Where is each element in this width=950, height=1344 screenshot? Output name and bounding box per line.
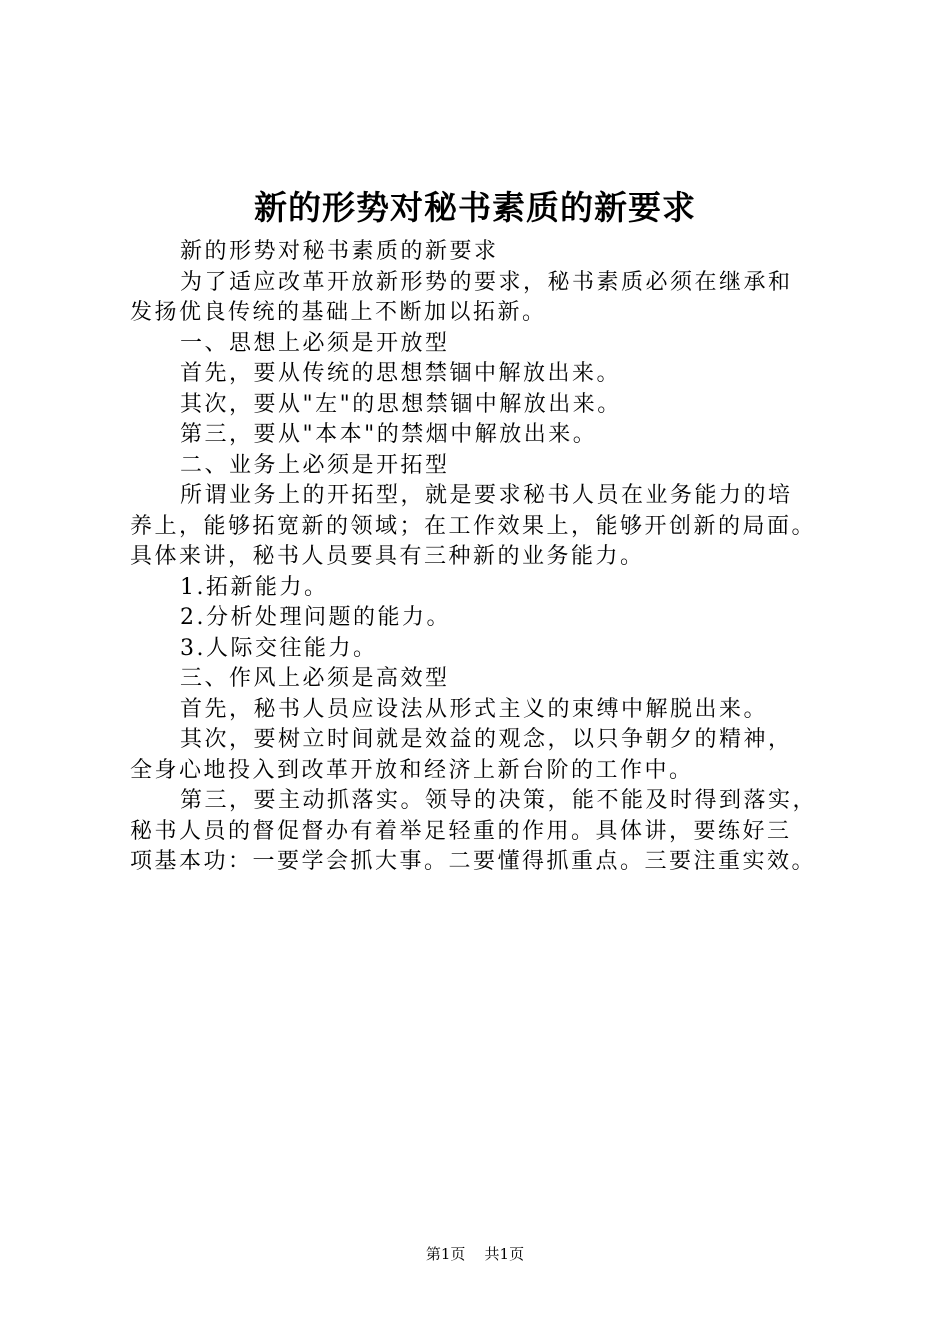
document-title: 新的形势对秘书素质的新要求 xyxy=(254,188,696,227)
page-footer xyxy=(0,1244,950,1264)
body-paragraph xyxy=(130,786,855,878)
body-paragraph xyxy=(130,573,855,604)
paragraph-line: 所谓业务上的开拓型，就是要求秘书人员在业务能力的培 xyxy=(180,483,793,508)
paragraph-line: 其次，要从"左"的思想禁锢中解放出来。 xyxy=(180,391,622,417)
body-paragraph xyxy=(130,359,855,390)
body-paragraph xyxy=(130,695,855,726)
body-paragraph xyxy=(130,451,855,482)
body-paragraph xyxy=(130,725,855,786)
body-paragraph xyxy=(130,481,855,573)
paragraph-line: 二、业务上必须是开拓型 xyxy=(180,452,450,478)
paragraph-line: 其次，要树立时间就是效益的观念，以只争朝夕的精神， xyxy=(180,727,793,752)
paragraph-line: 首先，秘书人员应设法从形式主义的束缚中解脱出来。 xyxy=(180,696,769,722)
paragraph-line: 全身心地投入到改革开放和经济上新台阶的工作中。 xyxy=(130,757,694,783)
paragraph-line: 第三，要从"本本"的禁烟中解放出来。 xyxy=(180,422,598,447)
paragraph-line: 具体来讲，秘书人员要具有三种新的业务能力。 xyxy=(130,544,645,569)
body-paragraph xyxy=(130,664,855,695)
body-paragraph xyxy=(130,603,855,634)
paragraph-line: 第三，要主动抓落实。领导的决策，能不能及时得到落实， xyxy=(180,788,818,813)
paragraph-line: 一、思想上必须是开放型 xyxy=(180,330,450,356)
paragraph-line: 1.拓新能力。 xyxy=(180,574,329,600)
body-paragraph xyxy=(130,237,855,268)
page-total: 共1页 xyxy=(484,1245,525,1263)
paragraph-line: 秘书人员的督促督办有着举足轻重的作用。具体讲，要练好三 xyxy=(130,818,792,844)
paragraph-line: 发扬优良传统的基础上不断加以拓新。 xyxy=(130,300,547,325)
paragraph-line: 为了适应改革开放新形势的要求，秘书素质必须在继承和 xyxy=(180,269,793,295)
document-body xyxy=(130,237,855,878)
footer-spacer xyxy=(470,1245,480,1263)
paragraph-line: 新的形势对秘书素质的新要求 xyxy=(180,239,499,264)
paragraph-line: 项基本功：一要学会抓大事。二要懂得抓重点。三要注重实效。 xyxy=(130,849,817,874)
paragraph-line: 三、作风上必须是高效型 xyxy=(180,666,450,691)
page-number: 第1页 xyxy=(425,1245,466,1263)
paragraph-line: 2.分析处理问题的能力。 xyxy=(180,605,451,630)
body-paragraph xyxy=(130,329,855,360)
paragraph-line: 养上，能够拓宽新的领域；在工作效果上，能够开创新的局面。 xyxy=(130,513,817,539)
body-paragraph xyxy=(130,420,855,451)
body-paragraph xyxy=(130,634,855,665)
body-paragraph xyxy=(130,390,855,421)
paragraph-line: 首先，要从传统的思想禁锢中解放出来。 xyxy=(180,361,622,386)
body-paragraph xyxy=(130,268,855,329)
paragraph-line: 3.人际交往能力。 xyxy=(180,635,378,661)
